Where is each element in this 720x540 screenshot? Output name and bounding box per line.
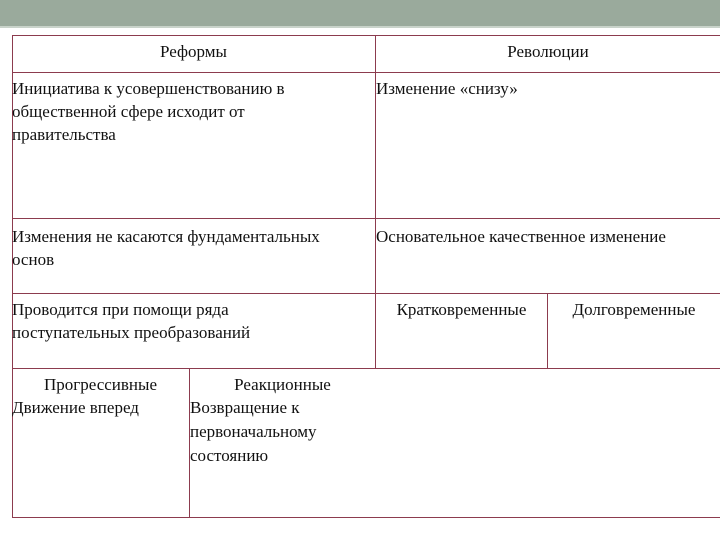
title-bar-band <box>0 0 720 26</box>
row4-reactionary-line-1: Реакционные <box>234 375 331 394</box>
row3-reforms-line-1: Проводится при помощи ряда <box>12 300 229 319</box>
row1-reforms-line-2: общественной сфере исходит от <box>12 102 245 121</box>
row4-reactionary-line-2: Возвращение к <box>190 398 300 417</box>
header-reforms: Реформы <box>160 42 227 61</box>
row1-revolutions-cell: Изменение «снизу» <box>376 79 518 98</box>
row1-reforms-line-1: Инициатива к усовершенствованию в <box>12 79 285 98</box>
table-border-bottom <box>12 517 720 518</box>
row3-reforms-line-2: поступательных преобразований <box>12 323 251 342</box>
title-bar-divider <box>0 26 720 28</box>
header-revolutions: Революции <box>507 42 589 61</box>
row4-reactionary-line-3: первоначальному <box>190 422 317 441</box>
row-divider-3 <box>12 293 720 294</box>
row2-reforms-line-2: основ <box>12 250 55 269</box>
row4-progressive-line-1: Прогрессивные <box>44 375 157 394</box>
table-border-top <box>12 35 720 36</box>
row-divider-1 <box>12 72 720 73</box>
row2-reforms-line-1: Изменения не касаются фундаментальных <box>12 227 320 246</box>
row1-reforms-line-3: правительства <box>12 125 116 144</box>
row-divider-2 <box>12 218 720 219</box>
row4-reactionary-line-4: состоянию <box>190 446 269 465</box>
row3-revolutions-long-cell: Долговременные <box>572 300 696 319</box>
row4-revolutions-empty-cell <box>376 369 720 517</box>
row4-progressive-line-2: Движение вперед <box>12 398 139 417</box>
row2-revolutions-cell: Основательное качественное изменение <box>376 227 666 246</box>
row3-revolutions-short-cell: Кратковременные <box>396 300 527 319</box>
